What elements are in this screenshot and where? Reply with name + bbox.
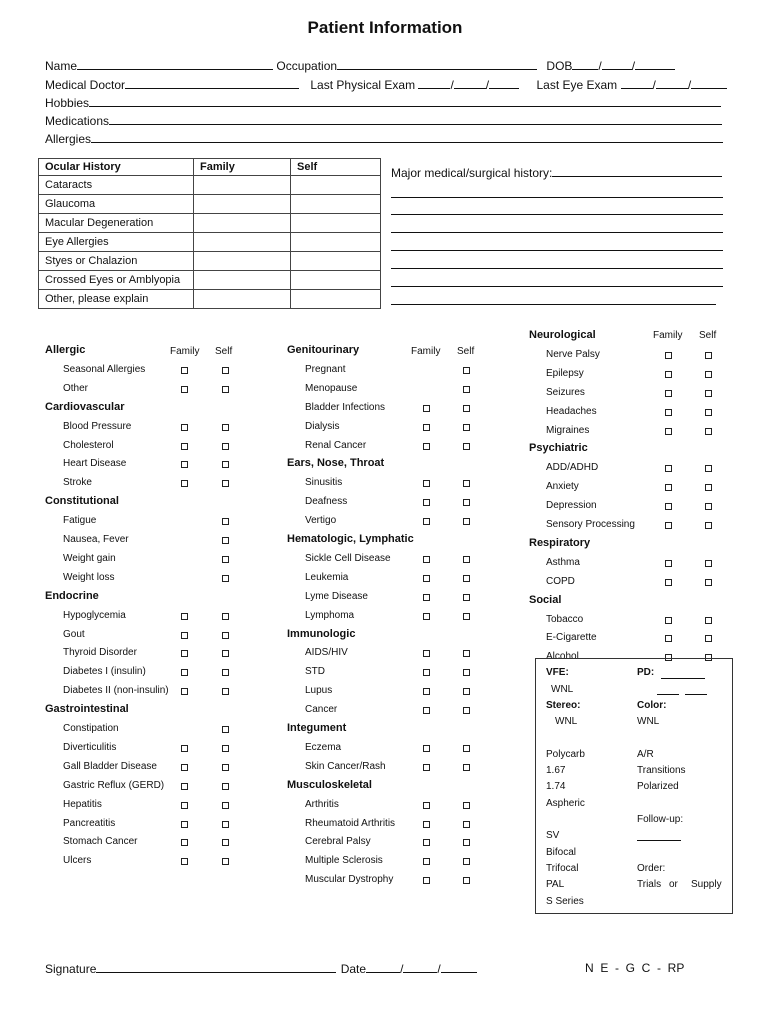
coating-option[interactable]: Polarized xyxy=(637,781,679,792)
family-checkbox[interactable] xyxy=(181,386,188,393)
section-heading: Musculoskeletal xyxy=(287,778,372,791)
col2-family-label: Family xyxy=(411,346,441,357)
family-checkbox[interactable] xyxy=(423,839,430,846)
ocular-table-header xyxy=(39,159,381,176)
page-title: Patient Information xyxy=(307,18,463,37)
allergies-field[interactable] xyxy=(91,131,723,143)
self-checkbox[interactable] xyxy=(705,635,712,642)
allergies-label: Allergies xyxy=(45,132,92,146)
self-cell[interactable] xyxy=(291,290,381,309)
condition-label: Gall Bladder Disease xyxy=(63,760,157,772)
self-checkbox[interactable] xyxy=(463,480,470,487)
condition-label: Rheumatoid Arthritis xyxy=(305,817,396,829)
dob-label: DOB xyxy=(546,59,573,73)
family-checkbox[interactable] xyxy=(423,613,430,620)
vfe-value: WNL xyxy=(551,684,574,695)
family-checkbox[interactable] xyxy=(181,461,188,468)
hobbies-field[interactable] xyxy=(89,95,721,107)
condition-label: Arthritis xyxy=(305,798,339,810)
date-label: Date xyxy=(340,962,367,976)
self-checkbox[interactable] xyxy=(463,650,470,657)
ocular-history-header: Ocular History xyxy=(39,159,194,176)
history-line[interactable] xyxy=(391,304,716,305)
ocular-history-table xyxy=(38,158,381,309)
office-codes: N E - G C - RP xyxy=(585,961,685,975)
family-checkbox[interactable] xyxy=(423,745,430,752)
condition-label: ADD/ADHD xyxy=(546,462,599,474)
lens-option[interactable]: 1.74 xyxy=(546,781,566,792)
doctor-row: Medical Doctor Last Physical Exam / / Last Eye Exam / / xyxy=(45,77,727,92)
self-checkbox[interactable] xyxy=(222,726,229,733)
family-checkbox[interactable] xyxy=(181,821,188,828)
self-checkbox[interactable] xyxy=(705,428,712,435)
signature-field[interactable] xyxy=(96,961,336,973)
family-checkbox[interactable] xyxy=(665,409,672,416)
condition-label: Hypoglycemia xyxy=(63,609,126,621)
condition-label: Depression xyxy=(546,500,597,512)
self-checkbox[interactable] xyxy=(705,522,712,529)
family-checkbox[interactable] xyxy=(181,688,188,695)
col2-self-label: Self xyxy=(457,346,475,357)
self-checkbox[interactable] xyxy=(222,783,229,790)
hobbies-row xyxy=(45,95,721,110)
color-label: Color: xyxy=(637,700,667,711)
condition-label: Bladder Infections xyxy=(305,401,386,413)
family-cell[interactable] xyxy=(194,271,291,290)
family-checkbox[interactable] xyxy=(423,499,430,506)
section-heading: Genitourinary xyxy=(287,344,360,356)
condition-label: Gastric Reflux (GERD) xyxy=(63,779,165,791)
self-checkbox[interactable] xyxy=(222,650,229,657)
condition-label: Headaches xyxy=(546,405,597,417)
condition-label: Pancreatitis xyxy=(63,817,116,829)
self-cell[interactable] xyxy=(291,214,381,233)
condition-label: Blood Pressure xyxy=(63,420,132,432)
trials-option[interactable]: Trials xyxy=(637,879,662,890)
self-checkbox[interactable] xyxy=(222,688,229,695)
family-checkbox[interactable] xyxy=(423,405,430,412)
lens-option[interactable]: Aspheric xyxy=(546,798,585,809)
condition-label: Fatigue xyxy=(63,515,97,527)
family-checkbox[interactable] xyxy=(181,669,188,676)
condition-label: Nerve Palsy xyxy=(546,348,600,360)
physical-day-field[interactable] xyxy=(454,77,486,89)
occupation-label: Occupation xyxy=(276,59,338,73)
vision-option[interactable]: PAL xyxy=(546,879,565,890)
family-checkbox[interactable] xyxy=(423,707,430,714)
self-checkbox[interactable] xyxy=(222,764,229,771)
family-checkbox[interactable] xyxy=(665,579,672,586)
family-cell[interactable] xyxy=(194,195,291,214)
date-day-field[interactable] xyxy=(403,961,437,973)
family-checkbox[interactable] xyxy=(181,839,188,846)
self-checkbox[interactable] xyxy=(463,877,470,884)
self-checkbox[interactable] xyxy=(463,669,470,676)
medications-field[interactable] xyxy=(109,113,722,125)
pd-field[interactable] xyxy=(661,678,705,679)
lens-option[interactable]: Polycarb xyxy=(546,749,585,760)
dob-year-field[interactable] xyxy=(635,58,675,70)
condition-label: Tobacco xyxy=(546,613,584,625)
vision-option[interactable]: SV xyxy=(546,830,560,841)
self-checkbox[interactable] xyxy=(705,560,712,567)
family-cell[interactable] xyxy=(194,233,291,252)
hobbies-label: Hobbies xyxy=(45,96,90,110)
section-heading: Social xyxy=(529,593,562,606)
condition-label: Ulcers xyxy=(63,855,92,867)
family-checkbox[interactable] xyxy=(423,575,430,582)
family-checkbox[interactable] xyxy=(665,484,672,491)
history-line[interactable] xyxy=(391,214,723,215)
major-history-field[interactable] xyxy=(552,165,722,177)
self-checkbox[interactable] xyxy=(222,575,229,582)
followup-field[interactable] xyxy=(637,840,681,841)
condition-label: Gout xyxy=(63,628,85,640)
major-history-label: Major medical/surgical history: xyxy=(391,166,553,180)
vision-option[interactable]: S Series xyxy=(546,896,584,907)
condition-label: Pregnant xyxy=(305,363,346,375)
family-checkbox[interactable] xyxy=(181,613,188,620)
family-checkbox[interactable] xyxy=(665,352,672,359)
self-cell[interactable] xyxy=(291,271,381,290)
coating-option[interactable]: Transitions xyxy=(637,765,686,776)
self-checkbox[interactable] xyxy=(222,556,229,563)
signature-label: Signature xyxy=(45,962,97,976)
condition-label: Other xyxy=(63,382,89,394)
family-checkbox[interactable] xyxy=(423,650,430,657)
self-checkbox[interactable] xyxy=(463,839,470,846)
table-row: Macular Degeneration xyxy=(39,214,381,233)
self-checkbox[interactable] xyxy=(463,745,470,752)
family-checkbox[interactable] xyxy=(665,428,672,435)
condition-label: Seizures xyxy=(546,386,585,398)
family-checkbox[interactable] xyxy=(665,522,672,529)
self-checkbox[interactable] xyxy=(463,556,470,563)
condition-label: Skin Cancer/Rash xyxy=(305,760,386,772)
condition-label: Vertigo xyxy=(305,515,337,527)
self-checkbox[interactable] xyxy=(463,575,470,582)
allergies-row xyxy=(45,131,723,146)
condition-label: Sickle Cell Disease xyxy=(305,552,391,564)
section-heading: Integument xyxy=(287,722,347,734)
family-cell[interactable] xyxy=(194,176,291,195)
medications-row xyxy=(45,113,722,128)
self-header: Self xyxy=(291,159,381,176)
condition-label: Cholesterol xyxy=(63,439,114,451)
self-checkbox[interactable] xyxy=(463,613,470,620)
self-cell[interactable] xyxy=(291,176,381,195)
self-checkbox[interactable] xyxy=(705,617,712,624)
followup-label: Follow-up: xyxy=(637,814,684,825)
family-checkbox[interactable] xyxy=(181,480,188,487)
family-checkbox[interactable] xyxy=(423,802,430,809)
self-checkbox[interactable] xyxy=(222,367,229,374)
vision-option[interactable]: Bifocal xyxy=(546,847,577,858)
condition-label: Heart Disease xyxy=(63,458,127,470)
table-row: Other, please explain xyxy=(39,290,381,309)
condition-label: Seasonal Allergies xyxy=(63,363,146,375)
family-checkbox[interactable] xyxy=(423,556,430,563)
family-checkbox[interactable] xyxy=(665,503,672,510)
order-label: Order: xyxy=(637,863,666,874)
self-checkbox[interactable] xyxy=(222,386,229,393)
vision-option[interactable]: Trifocal xyxy=(546,863,579,874)
family-checkbox[interactable] xyxy=(181,367,188,374)
occupation-field[interactable] xyxy=(337,58,537,70)
self-cell[interactable] xyxy=(291,252,381,271)
family-header: Family xyxy=(194,159,291,176)
condition-label: Lyme Disease xyxy=(305,590,368,602)
stereo-value: WNL xyxy=(555,716,578,727)
supply-option[interactable]: Supply xyxy=(691,879,722,890)
family-checkbox[interactable] xyxy=(665,560,672,567)
self-checkbox[interactable] xyxy=(705,579,712,586)
self-checkbox[interactable] xyxy=(463,518,470,525)
family-checkbox[interactable] xyxy=(665,635,672,642)
self-checkbox[interactable] xyxy=(463,802,470,809)
condition-label: Cancer xyxy=(305,704,338,716)
self-checkbox[interactable] xyxy=(222,839,229,846)
col1-family-label: Family xyxy=(170,346,200,357)
history-line[interactable] xyxy=(391,250,723,251)
self-checkbox[interactable] xyxy=(222,613,229,620)
family-checkbox[interactable] xyxy=(665,390,672,397)
family-checkbox[interactable] xyxy=(423,480,430,487)
section-heading: Neurological xyxy=(529,329,596,341)
family-checkbox[interactable] xyxy=(423,443,430,450)
condition-label: Sensory Processing xyxy=(546,519,635,530)
family-checkbox[interactable] xyxy=(423,594,430,601)
family-cell[interactable] xyxy=(194,252,291,271)
table-row: Styes or Chalazion xyxy=(39,252,381,271)
self-checkbox[interactable] xyxy=(222,518,229,525)
col3-family-label: Family xyxy=(653,330,683,341)
family-checkbox[interactable] xyxy=(181,632,188,639)
family-cell[interactable] xyxy=(194,290,291,309)
table-row: Cataracts xyxy=(39,176,381,195)
self-checkbox[interactable] xyxy=(705,371,712,378)
section-heading: Hematologic, Lymphatic xyxy=(287,533,414,545)
family-checkbox[interactable] xyxy=(665,465,672,472)
condition-label: Sinusitis xyxy=(305,477,343,489)
condition-label: Epilepsy xyxy=(546,367,584,379)
condition-label: Diverticulitis xyxy=(63,741,117,753)
coating-option[interactable]: A/R xyxy=(637,749,654,760)
self-checkbox[interactable] xyxy=(463,386,470,393)
family-checkbox[interactable] xyxy=(423,424,430,431)
vfe-label: VFE: xyxy=(546,667,569,678)
medical-doctor-field[interactable] xyxy=(125,77,299,89)
section-heading: Cardiovascular xyxy=(45,400,125,413)
condition-label: Leukemia xyxy=(305,571,349,583)
family-checkbox[interactable] xyxy=(423,669,430,676)
table-row: Eye Allergies xyxy=(39,233,381,252)
signature-row: Signature Date / / xyxy=(45,961,477,976)
name-label: Name xyxy=(45,59,78,73)
family-checkbox[interactable] xyxy=(665,617,672,624)
col1-self-label: Self xyxy=(215,346,233,357)
condition-label: Hepatitis xyxy=(63,798,102,810)
condition-label: Lupus xyxy=(305,685,333,697)
family-checkbox[interactable] xyxy=(181,783,188,790)
last-physical-label: Last Physical Exam xyxy=(310,78,416,92)
self-checkbox[interactable] xyxy=(222,821,229,828)
condition-label: Multiple Sclerosis xyxy=(305,855,383,867)
physical-month-field[interactable] xyxy=(418,77,450,89)
major-history-row xyxy=(391,165,722,180)
family-checkbox[interactable] xyxy=(423,877,430,884)
date-year-field[interactable] xyxy=(441,961,477,973)
section-heading: Respiratory xyxy=(529,536,591,549)
dob-month-field[interactable] xyxy=(572,58,598,70)
section-heading: Allergic xyxy=(45,344,86,356)
self-checkbox[interactable] xyxy=(463,443,470,450)
col3-self-label: Self xyxy=(699,330,717,341)
name-row: Name Occupation DOB / / xyxy=(45,58,675,73)
self-cell[interactable] xyxy=(291,195,381,214)
self-checkbox[interactable] xyxy=(222,480,229,487)
condition-label: STD xyxy=(305,666,325,678)
pd-field-left[interactable] xyxy=(657,694,679,695)
history-line[interactable] xyxy=(391,197,723,198)
family-cell[interactable] xyxy=(194,214,291,233)
self-checkbox[interactable] xyxy=(705,409,712,416)
medical-doctor-label: Medical Doctor xyxy=(45,78,126,92)
history-line[interactable] xyxy=(391,286,723,287)
family-checkbox[interactable] xyxy=(423,821,430,828)
condition-label: Renal Cancer xyxy=(305,439,367,451)
table-row: Crossed Eyes or Amblyopia xyxy=(39,271,381,290)
pd-field-right[interactable] xyxy=(685,694,707,695)
self-checkbox[interactable] xyxy=(222,802,229,809)
condition-label: Weight loss xyxy=(63,571,115,583)
section-heading: Immunologic xyxy=(287,627,356,640)
condition-label: Asthma xyxy=(546,556,580,568)
condition-label: Diabetes I (insulin) xyxy=(63,666,146,678)
section-heading: Gastrointestinal xyxy=(45,703,129,716)
table-row: Glaucoma xyxy=(39,195,381,214)
self-checkbox[interactable] xyxy=(463,405,470,412)
self-checkbox[interactable] xyxy=(705,352,712,359)
self-checkbox[interactable] xyxy=(463,499,470,506)
eye-year-field[interactable] xyxy=(691,77,727,89)
self-checkbox[interactable] xyxy=(222,461,229,468)
section-heading: Endocrine xyxy=(45,589,99,602)
condition-label: Dialysis xyxy=(305,420,340,432)
eye-day-field[interactable] xyxy=(656,77,688,89)
self-checkbox[interactable] xyxy=(222,858,229,865)
self-checkbox[interactable] xyxy=(222,632,229,639)
last-eye-label: Last Eye Exam xyxy=(536,78,618,92)
section-heading: Psychiatric xyxy=(529,442,588,455)
self-checkbox[interactable] xyxy=(222,745,229,752)
self-checkbox[interactable] xyxy=(705,465,712,472)
self-checkbox[interactable] xyxy=(222,443,229,450)
dob-day-field[interactable] xyxy=(602,58,632,70)
history-line[interactable] xyxy=(391,268,723,269)
section-heading: Ears, Nose, Throat xyxy=(287,457,385,470)
condition-label: Alcohol xyxy=(546,651,579,663)
self-checkbox[interactable] xyxy=(463,367,470,374)
condition-label: Stomach Cancer xyxy=(63,836,138,848)
family-checkbox[interactable] xyxy=(181,802,188,809)
history-line[interactable] xyxy=(391,232,723,233)
self-checkbox[interactable] xyxy=(222,424,229,431)
medications-label: Medications xyxy=(45,114,110,128)
self-checkbox[interactable] xyxy=(463,594,470,601)
family-checkbox[interactable] xyxy=(423,764,430,771)
condition-label: Weight gain xyxy=(63,552,116,564)
family-checkbox[interactable] xyxy=(181,858,188,865)
family-checkbox[interactable] xyxy=(665,371,672,378)
self-cell[interactable] xyxy=(291,233,381,252)
eye-month-field[interactable] xyxy=(621,77,653,89)
physical-year-field[interactable] xyxy=(489,77,519,89)
condition-label: E-Cigarette xyxy=(546,632,597,644)
name-field[interactable] xyxy=(77,58,273,70)
self-checkbox[interactable] xyxy=(463,858,470,865)
condition-label: Cerebral Palsy xyxy=(305,836,371,848)
lens-option[interactable]: 1.67 xyxy=(546,765,566,776)
self-checkbox[interactable] xyxy=(463,424,470,431)
self-checkbox[interactable] xyxy=(463,764,470,771)
family-checkbox[interactable] xyxy=(181,443,188,450)
section-heading: Constitutional xyxy=(45,495,119,508)
condition-label: COPD xyxy=(546,575,575,587)
condition-label: Menopause xyxy=(305,382,358,394)
self-checkbox[interactable] xyxy=(463,821,470,828)
or-text: or xyxy=(669,879,678,890)
date-month-field[interactable] xyxy=(366,961,400,973)
family-checkbox[interactable] xyxy=(181,424,188,431)
condition-label: Anxiety xyxy=(546,481,579,493)
self-checkbox[interactable] xyxy=(705,503,712,510)
condition-label: Constipation xyxy=(63,723,119,734)
self-checkbox[interactable] xyxy=(463,707,470,714)
condition-label: Muscular Dystrophy xyxy=(305,874,394,886)
condition-label: Lymphoma xyxy=(305,609,355,621)
condition-label: Migraines xyxy=(546,424,590,436)
self-checkbox[interactable] xyxy=(705,484,712,491)
stereo-label: Stereo: xyxy=(546,700,581,711)
family-checkbox[interactable] xyxy=(423,688,430,695)
condition-label: Eczema xyxy=(305,741,342,753)
family-checkbox[interactable] xyxy=(181,650,188,657)
family-checkbox[interactable] xyxy=(181,764,188,771)
family-checkbox[interactable] xyxy=(181,745,188,752)
self-checkbox[interactable] xyxy=(222,669,229,676)
family-checkbox[interactable] xyxy=(423,858,430,865)
condition-label: Diabetes II (non-insulin) xyxy=(63,685,169,697)
self-checkbox[interactable] xyxy=(222,537,229,544)
condition-label: AIDS/HIV xyxy=(305,647,348,659)
self-checkbox[interactable] xyxy=(463,688,470,695)
condition-label: Deafness xyxy=(305,496,348,508)
condition-label: Thyroid Disorder xyxy=(63,647,137,659)
family-checkbox[interactable] xyxy=(423,518,430,525)
color-value: WNL xyxy=(637,716,660,727)
self-checkbox[interactable] xyxy=(705,390,712,397)
condition-label: Nausea, Fever xyxy=(63,534,129,545)
condition-label: Stroke xyxy=(63,477,92,489)
pd-label: PD: xyxy=(637,667,655,678)
